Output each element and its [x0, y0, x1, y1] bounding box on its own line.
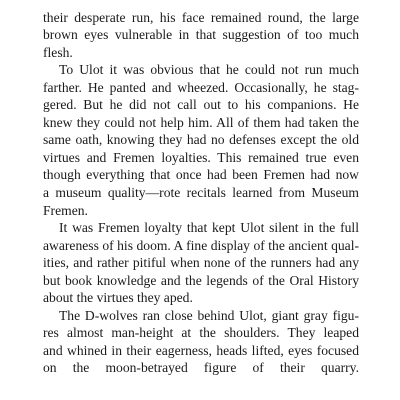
text-line: about the virtues they aped. [43, 290, 193, 306]
text-line: same oath, knowing they had no defenses except the old [43, 132, 359, 148]
text-line: though everything that once had been Fremen had now [43, 167, 359, 183]
text-line: virtues and Fremen loyalties. This remained true even [43, 149, 359, 165]
text-line: The D-wolves ran close behind Ulot, giant gray figu- [59, 307, 359, 323]
paragraph-2 [43, 61, 359, 219]
text-line: brown eyes vulnerable in that suggestion of too much [43, 27, 359, 43]
paragraph-4 [43, 307, 359, 377]
text-line: knew they could not help him. All of them had taken the [43, 114, 359, 130]
body-text [43, 0, 359, 377]
paragraph-1 [43, 0, 359, 61]
text-line: a museum quality—rote recitals learned from Museum [43, 185, 359, 201]
text-line: awareness of his doom. A fine display of the ancient qual- [43, 237, 359, 253]
text-line: on the moon-betrayed figure of their quarry. [43, 360, 359, 376]
text-line: but book knowledge and the legends of the Oral History [43, 272, 359, 288]
text-line: To Ulot it was obvious that he could not run much [59, 62, 359, 78]
text-line: flesh. [43, 44, 73, 60]
text-line: and whined in their eagerness, heads lifted, eyes focused [43, 342, 359, 358]
text-line: gered. But he did not call out to his companions. He [43, 97, 359, 113]
text-line: ities, and rather pitiful when none of the runners had any [43, 255, 359, 271]
text-line: their desperate run, his face remained round, the large [43, 9, 359, 25]
paragraph-3 [43, 219, 359, 307]
text-line: Fremen. [43, 202, 88, 218]
text-line: res almost man-height at the shoulders. They leaped [43, 325, 359, 341]
text-line: farther. He panted and wheezed. Occasionally, he stag- [43, 79, 359, 95]
text-line: It was Fremen loyalty that kept Ulot silent in the full [59, 220, 359, 236]
